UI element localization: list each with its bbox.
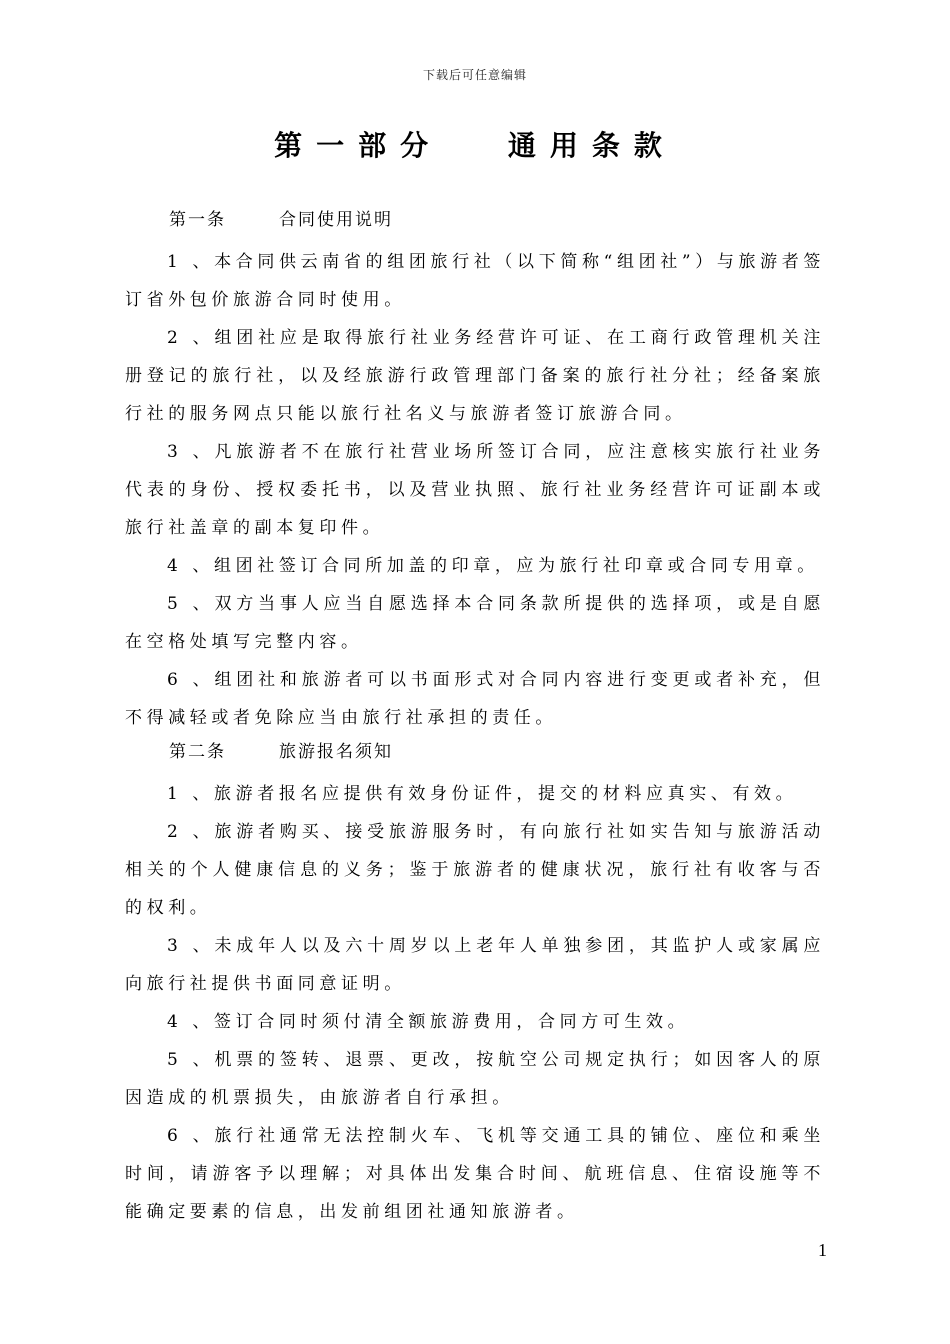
page-number: 1 — [818, 1240, 827, 1260]
article-number: 第二条 — [169, 742, 226, 762]
clause-paragraph: 1 、旅游者报名应提供有效身份证件，提交的材料应真实、有效。 — [167, 784, 798, 804]
clause-paragraph: 5 、双方当事人应当自愿选择本合同条款所提供的选择项，或是自愿在空格处填写完整内容。 — [125, 594, 825, 652]
section-2 — [125, 737, 825, 1231]
clause-paragraph: 3 、未成年人以及六十周岁以上老年人单独参团，其监护人或家属应向旅行社提供书面同意证明。 — [125, 936, 825, 994]
article-title: 旅游报名须知 — [279, 742, 393, 762]
article-heading — [125, 737, 825, 775]
article-title: 合同使用说明 — [279, 210, 393, 230]
clause-paragraph: 4 、签订合同时须付清全额旅游费用，合同方可生效。 — [167, 1012, 690, 1032]
section-1 — [125, 205, 825, 737]
clause-paragraph: 3 、凡旅游者不在旅行社营业场所签订合同，应注意核实旅行社业务代表的身份、授权委托书，以及营业执照、旅行社业务经营许可证副本或旅行社盖章的副本复印件。 — [125, 442, 825, 538]
clause-paragraph: 2 、旅游者购买、接受旅游服务时，有向旅行社如实告知与旅游活动相关的个人健康信息的义务；鉴于旅游者的健康状况，旅行社有收客与否的权利。 — [125, 822, 825, 918]
article-heading — [125, 205, 825, 243]
page-title: 第一部分 通用条款 — [274, 129, 676, 162]
article-number: 第一条 — [169, 210, 226, 230]
clause-paragraph: 5 、机票的签转、退票、更改，按航空公司规定执行；如因客人的原因造成的机票损失，由旅游者自行承担。 — [125, 1050, 825, 1108]
clause-paragraph: 4 、组团社签订合同所加盖的印章，应为旅行社印章或合同专用章。 — [167, 556, 819, 576]
clause-paragraph: 6 、旅行社通常无法控制火车、飞机等交通工具的铺位、座位和乘坐时间，请游客予以理解；对具体出发集合时间、航班信息、住宿设施等不能确定要素的信息，出发前组团社通知旅游者。 — [125, 1126, 825, 1222]
header-note: 下载后可任意编辑 — [422, 68, 527, 82]
clause-paragraph: 1 、本合同供云南省的组团旅行社（以下简称“组团社”）与旅游者签订省外包价旅游合同时使用。 — [125, 252, 825, 310]
clause-paragraph: 6 、组团社和旅游者可以书面形式对合同内容进行变更或者补充，但不得减轻或者免除应当由旅行社承担的责任。 — [125, 670, 825, 728]
clause-paragraph: 2 、组团社应是取得旅行社业务经营许可证、在工商行政管理机关注册登记的旅行社，以及经旅游行政管理部门备案的旅行社分社；经备案旅行社的服务网点只能以旅行社名义与旅游者签订旅游合同。 — [125, 328, 825, 424]
document-body — [125, 205, 825, 1231]
